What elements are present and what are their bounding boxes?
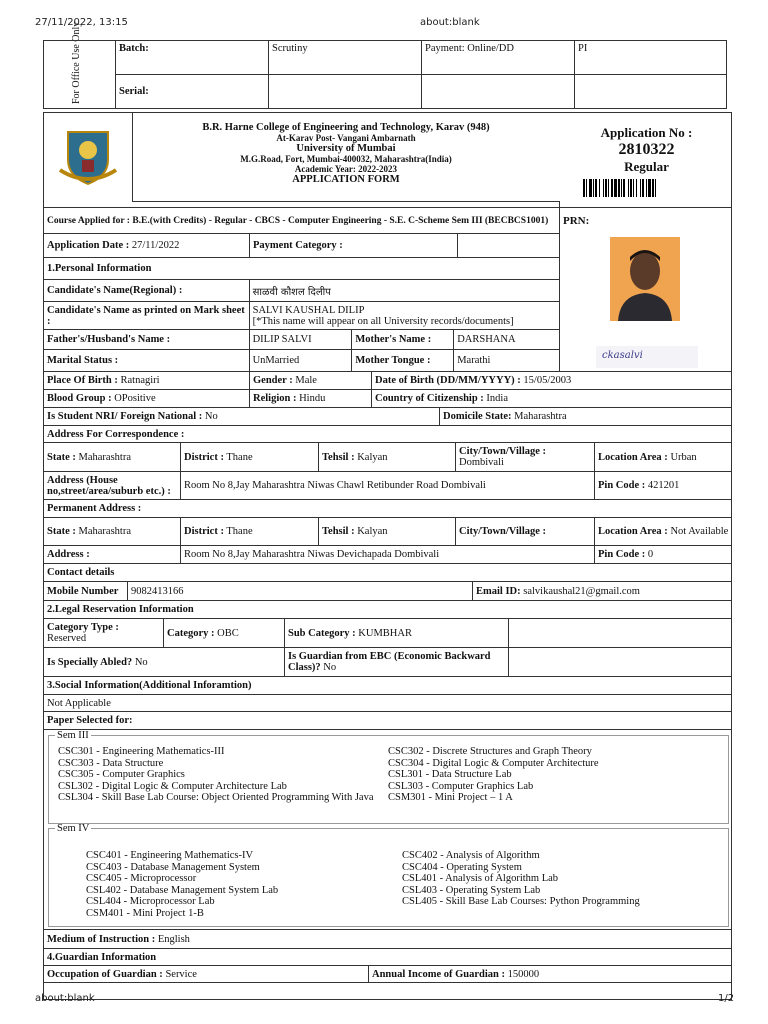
section-guardian: 4.Guardian Information (47, 951, 157, 963)
name-regional-label: Candidate's Name(Regional) : (44, 280, 250, 301)
social-value: Not Applicable (47, 697, 111, 709)
corr-city: City/Town/Village : Dombivali (456, 443, 595, 471)
sem3-papers-right: CSC302 - Discrete Structures and Graph Theory CSC304 - Digital Logic & Computer Architecture CSL301 - Data Structure Lab CSL303 - Computer Graphics Lab CSM301 - Mini Project – 1 A (388, 746, 599, 804)
college-header (132, 113, 560, 201)
name-marksheet-label: Candidate's Name as printed on Mark sheet : (44, 302, 250, 329)
mother-name: DARSHANA (457, 334, 516, 345)
medium-of-instruction: Medium of Instruction : English (47, 933, 190, 945)
section-social: 3.Social Information(Additional Inforamtion) (47, 680, 252, 691)
barcode-icon (583, 179, 711, 197)
candidate-photo (610, 237, 680, 321)
print-datetime: 27/11/2022, 13:15 (35, 17, 128, 28)
sem3-papers-left: CSC301 - Engineering Mathematics-III CSC303 - Data Structure CSC305 - Computer Graphics CSL302 - Digital Logic & Computer Architecture Lab CSL304 - Skill Base Lab Course: Object Oriented Programming With Java (58, 746, 374, 804)
application-date: Application Date : 27/11/2022 (44, 234, 250, 257)
perm-district: District : Thane (181, 518, 319, 545)
mother-name-label: Mother's Name : (352, 330, 454, 349)
university-name: University of Mumbai (296, 143, 396, 154)
mother-tongue-label: Mother Tongue : (352, 350, 454, 371)
guardian-occupation: Occupation of Guardian : Service (44, 966, 369, 982)
blood-group: Blood Group : OPositive (44, 390, 250, 407)
sem3-papers: Sem III (48, 730, 729, 824)
office-use-table (43, 40, 727, 109)
serial-label: Serial: (116, 75, 269, 109)
birth-place: Place Of Birth : Ratnagiri (44, 372, 250, 389)
perm-pin: Pin Code : 0 (598, 549, 654, 560)
payment-mode-label: Payment: Online/DD (422, 41, 575, 75)
corr-address: Room No 8,Jay Maharashtra Niwas Chawl Retibunder Road Dombivali (181, 472, 595, 499)
perm-address: Room No 8,Jay Maharashtra Niwas Devichapada Dombivali (181, 546, 595, 563)
university-address: M.G.Road, Fort, Mumbai-400032, Maharashtra(India) (240, 154, 452, 164)
payment-category: Payment Category : (250, 234, 458, 257)
perm-address-label: Address : (44, 546, 181, 563)
corr-district: District : Thane (181, 443, 319, 471)
father-name: DILIP SALVI (250, 330, 353, 349)
name-marksheet: SALVI KAUSHAL DILIP [*This name will appear on all University records/documents] (252, 304, 514, 327)
domicile-state: Domicile State: Maharashtra (443, 411, 567, 422)
nri-status: Is Student NRI/ Foreign National : No (44, 408, 440, 425)
corr-state: State : Maharashtra (44, 443, 181, 471)
college-address: At-Karav Post- Vangani Ambarnath (276, 133, 416, 143)
corr-location-area: Location Area : Urban (598, 451, 697, 463)
father-name-label: Father's/Husband's Name : (44, 330, 250, 349)
mobile-number: 9082413166 (128, 582, 473, 600)
application-number: 2810322 (618, 141, 675, 158)
sub-category: Sub Category : KUMBHAR (285, 619, 509, 647)
section-personal: 1.Personal Information (47, 263, 152, 274)
mother-tongue: Marathi (457, 355, 491, 366)
application-type: Regular (624, 159, 669, 174)
section-contact: Contact details (47, 567, 115, 578)
university-crest-icon (58, 126, 118, 188)
corr-tehsil: Tehsil : Kalyan (319, 443, 456, 471)
corr-pin: Pin Code : 421201 (598, 480, 680, 491)
prn-label: PRN: (563, 214, 590, 227)
batch-label: Batch: (116, 41, 269, 75)
religion: Religion : Hindu (250, 390, 372, 407)
course-applied: Course Applied for : B.E.(with Credits) - Regular - CBCS - Computer Engineering - S.E. C-Scheme Sem III (BECBCS1001) (44, 208, 560, 233)
print-url: about:blank (420, 17, 480, 28)
footer-url: about:blank (35, 993, 95, 1004)
category: Category : OBC (164, 619, 285, 647)
name-regional: साळवी कौशल दिलीप (252, 286, 331, 298)
form-title: APPLICATION FORM (292, 174, 400, 185)
office-use-label: For Office Use Only (71, 21, 82, 104)
application-form (43, 112, 732, 1000)
perm-state: State : Maharashtra (44, 518, 181, 545)
marital-status: UnMarried (250, 350, 353, 371)
section-permanent: Permanent Address : (47, 503, 142, 514)
corr-address-label: Address (House no,street/area/suburb etc.) : (44, 472, 181, 499)
section-paper: Paper Selected for: (47, 715, 133, 726)
category-type: Category Type : Reserved (44, 619, 164, 647)
footer-page: 1/2 (718, 993, 735, 1004)
section-legal: 2.Legal Reservation Information (47, 604, 194, 615)
scrutiny-label: Scrutiny (269, 41, 422, 75)
ebc-status: Is Guardian from EBC (Economic Backward Class)? No (285, 648, 509, 676)
section-correspondence: Address For Correspondence : (47, 428, 185, 440)
academic-year: Academic Year: 2022-2023 (294, 164, 398, 174)
perm-tehsil: Tehsil : Kalyan (319, 518, 456, 545)
perm-city: City/Town/Village : (456, 518, 595, 545)
sem4-papers: Sem IV (48, 823, 729, 927)
candidate-signature: ckasalvi (596, 346, 698, 368)
mobile-label: Mobile Number (44, 582, 128, 600)
marital-status-label: Marital Status : (44, 350, 250, 371)
sem4-papers-left: CSC401 - Engineering Mathematics-IV CSC403 - Database Management System CSC405 - Microprocessor CSL402 - Database Management System Lab CSL404 - Microprocessor Lab CSM401 - Mini Project 1-B (86, 850, 279, 919)
citizenship: Country of Citizenship : India (375, 393, 508, 404)
person-photo-icon (610, 237, 680, 321)
university-logo (44, 113, 133, 201)
email: Email ID: salvikaushal21@gmail.com (476, 585, 640, 597)
gender: Gender : Male (250, 372, 372, 389)
guardian-income: Annual Income of Guardian : 150000 (372, 968, 540, 980)
sem4-papers-right: CSC402 - Analysis of Algorithm CSC404 - Operating System CSL401 - Analysis of Algorithm Lab CSL403 - Operating System Lab CSL405 - Skill Base Lab Courses: Python Programming (402, 850, 640, 908)
application-number-box (560, 113, 732, 201)
pi-label: PI (575, 41, 727, 75)
perm-location-area: Location Area : Not Available (598, 526, 729, 537)
specially-abled: Is Specially Abled? No (44, 648, 285, 676)
college-name: B.R. Harne College of Engineering and Technology, Karav (948) (202, 122, 490, 133)
application-number-label: Application No : (600, 125, 693, 140)
date-of-birth: Date of Birth (DD/MM/YYYY) : 15/05/2003 (375, 375, 572, 386)
